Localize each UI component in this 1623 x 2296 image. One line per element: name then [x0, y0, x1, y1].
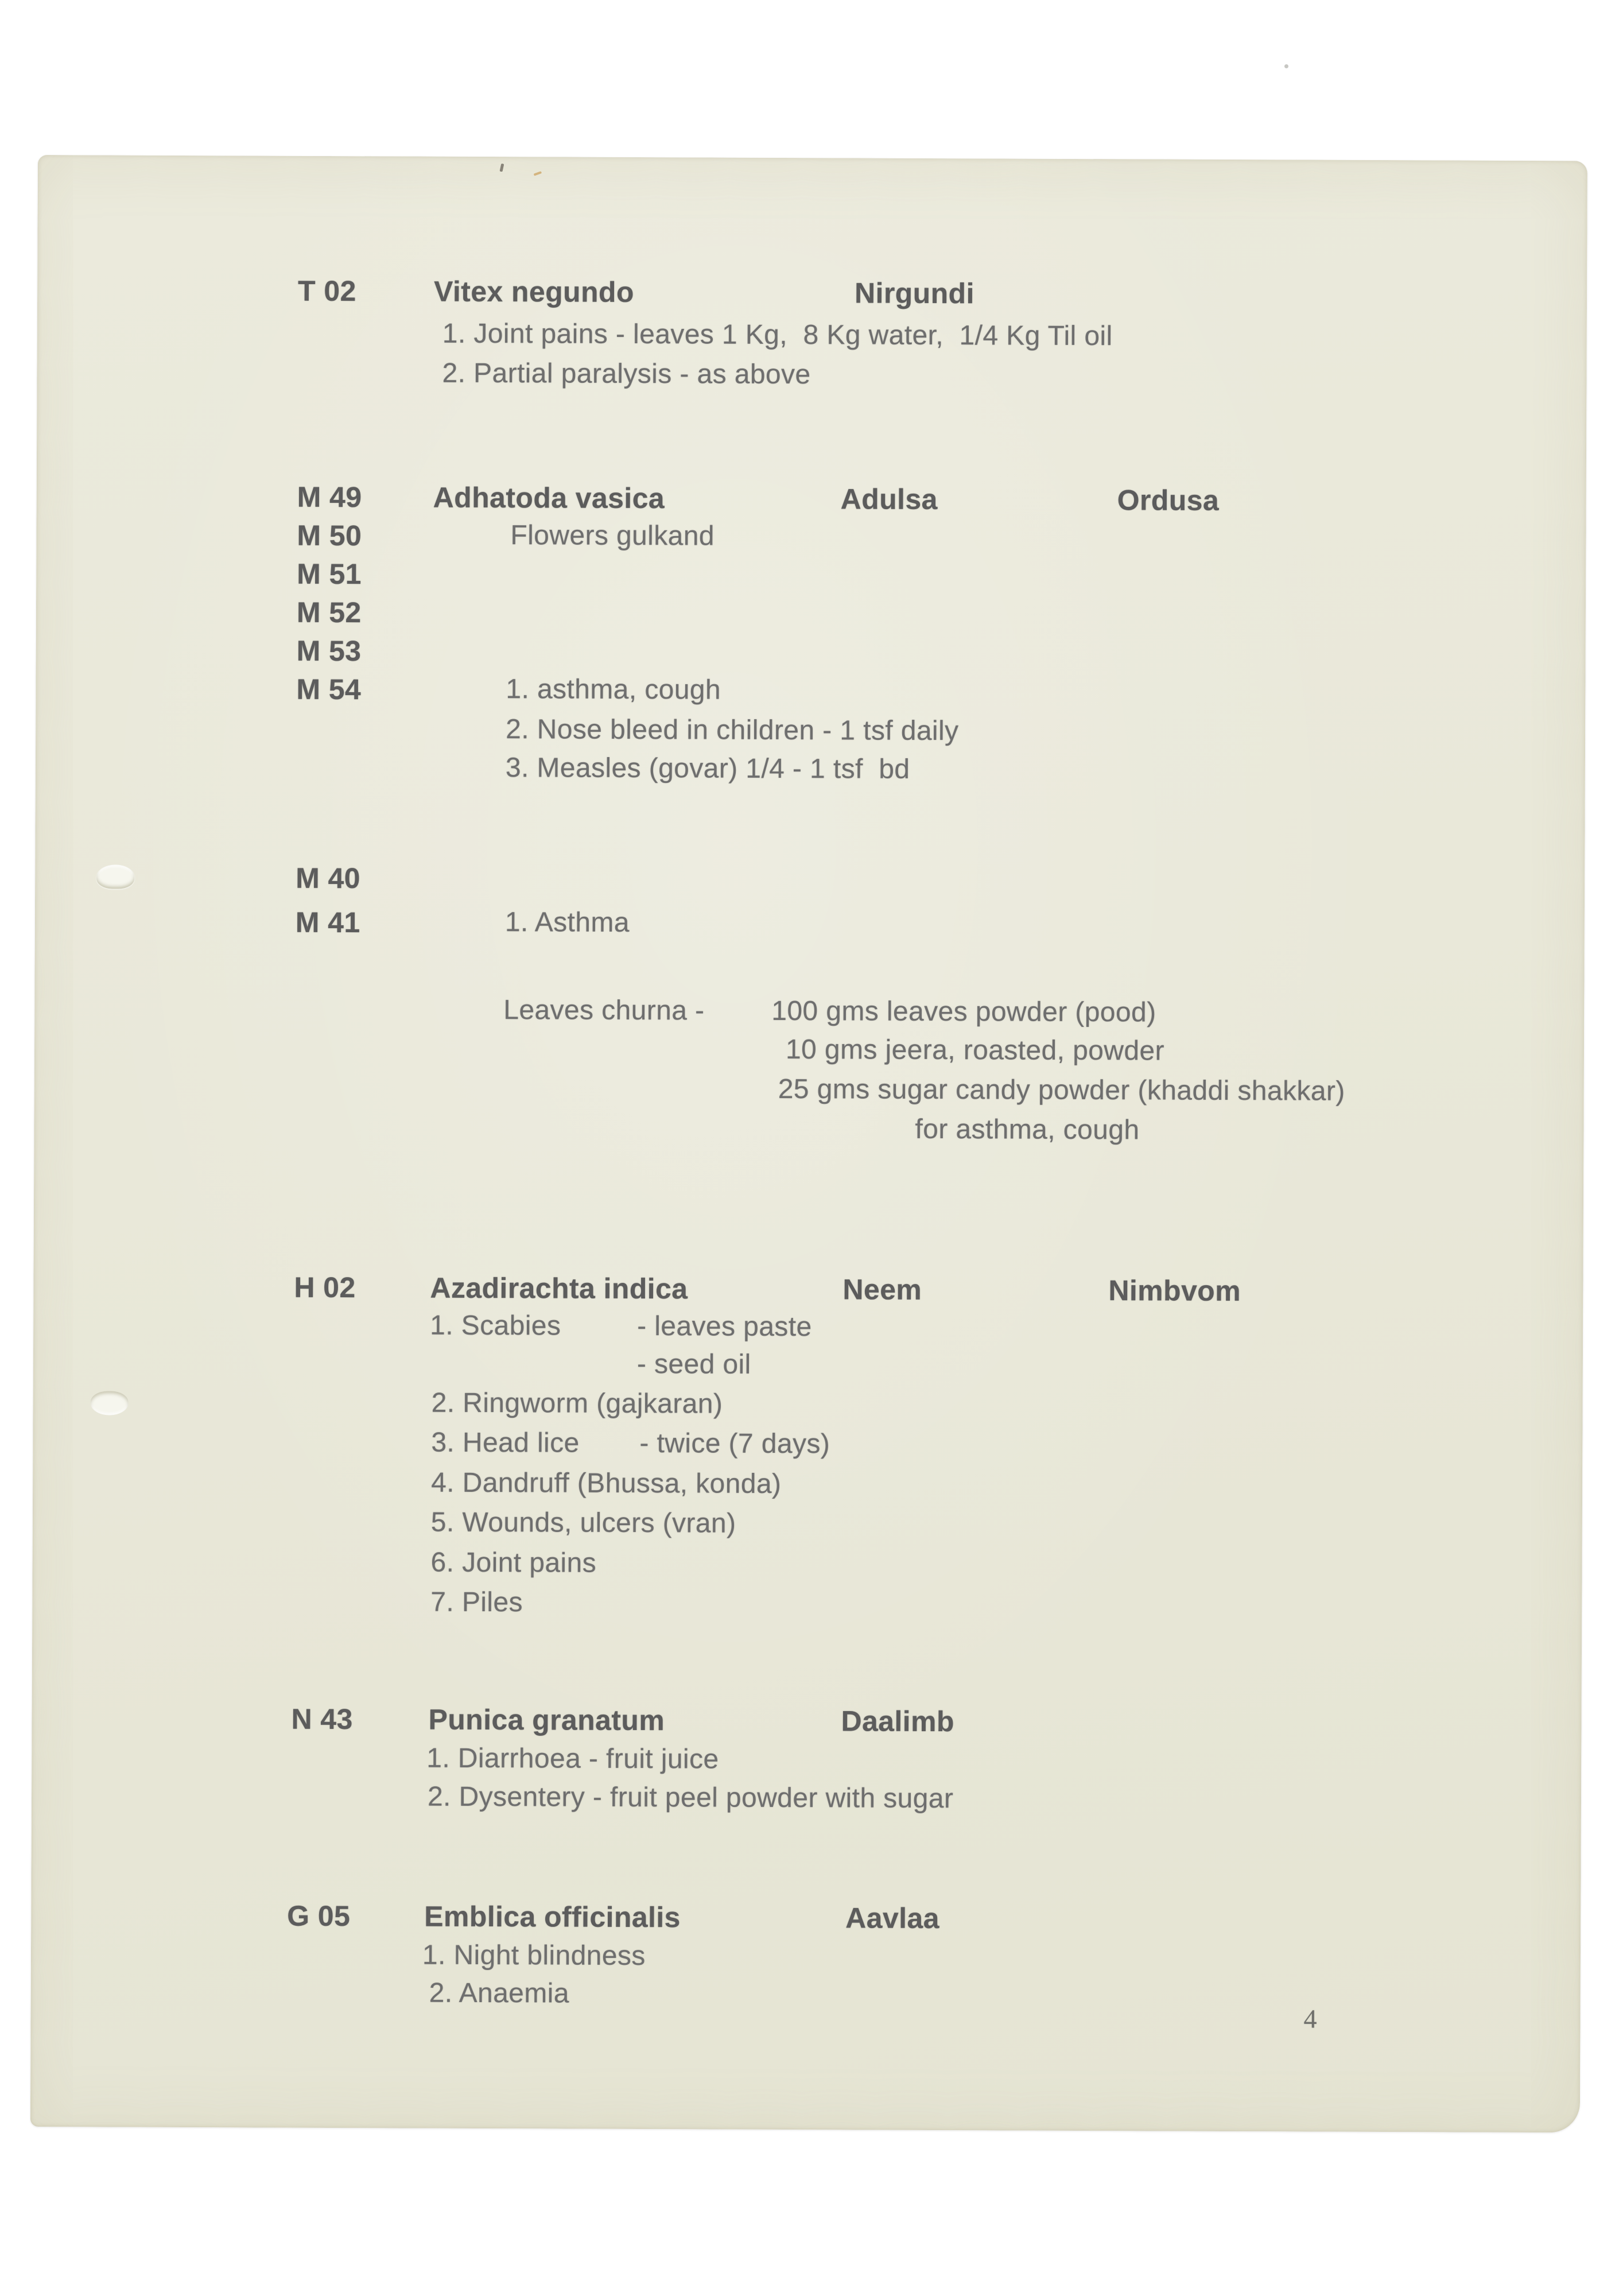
recipe-line: 10 gms jeera, roasted, powder [785, 1034, 1165, 1066]
scan-speck-fiber [534, 171, 542, 176]
remedy-item: 1. Asthma [504, 907, 630, 938]
entry-id-t02: T 02 [297, 274, 356, 308]
remedy-item: 6. Joint pains [430, 1547, 597, 1578]
remedy-item: 2. Partial paralysis - as above [442, 358, 811, 390]
entry-note: Flowers gulkand [510, 520, 715, 552]
remedy-item: 2. Nose bleed in children - 1 tsf daily [506, 714, 959, 747]
remedy-item: 2. Ringworm (gajkaran) [431, 1387, 723, 1420]
entry-id-h02: H 02 [294, 1271, 356, 1304]
remedy-item: 2. Anaemia [429, 1977, 569, 2009]
remedy-detail: - seed oil [636, 1349, 751, 1380]
entry-id-m50: M 50 [297, 519, 362, 552]
entry-id-m54: M 54 [296, 673, 362, 706]
entry-id-m53: M 53 [296, 634, 362, 668]
common-name-h02-1: Neem [842, 1273, 922, 1306]
entry-id-m51: M 51 [297, 557, 362, 591]
common-name-m49-1: Adulsa [840, 483, 938, 516]
recipe-line: 25 gms sugar candy powder (khaddi shakkar) [778, 1073, 1345, 1107]
scan-speck-outside [1284, 64, 1288, 68]
remedy-item: 2. Dysentery - fruit peel powder with sugar [427, 1781, 954, 1814]
remedy-detail: - leaves paste [637, 1311, 812, 1343]
document-page [30, 155, 1587, 2132]
botanical-name-m49: Adhatoda vasica [433, 481, 665, 515]
remedy-item: 1. Scabies [430, 1310, 561, 1341]
remedy-item: 3. Head lice [431, 1427, 580, 1459]
common-name-t02: Nirgundi [854, 277, 974, 310]
punch-hole-bottom [91, 1391, 129, 1415]
remedy-item: 1. Night blindness [422, 1940, 646, 1972]
remedy-item: 3. Measles (govar) 1/4 - 1 tsf bd [505, 753, 910, 785]
punch-hole-top [96, 864, 134, 889]
entry-id-m40: M 40 [296, 862, 361, 895]
remedy-item: 4. Dandruff (Bhussa, konda) [431, 1467, 782, 1499]
entry-id-m52: M 52 [296, 596, 362, 629]
remedy-item: 1. Joint pains - leaves 1 Kg, 8 Kg water, 1/4 Kg Til oil [442, 318, 1113, 352]
common-name-h02-2: Nimbvom [1108, 1274, 1241, 1308]
scan-speck-tick [499, 164, 504, 172]
entry-id-n43: N 43 [291, 1702, 353, 1736]
entry-id-m41: M 41 [295, 906, 360, 939]
remedy-item: 7. Piles [430, 1587, 523, 1618]
remedy-item: 1. asthma, cough [506, 674, 721, 705]
botanical-name-h02: Azadirachta indica [430, 1271, 688, 1305]
recipe-line: for asthma, cough [915, 1114, 1140, 1146]
page-number: 4 [1303, 2004, 1317, 2034]
entry-id-g05: G 05 [287, 1899, 351, 1933]
churna-label: Leaves churna - [503, 995, 705, 1026]
botanical-name-t02: Vitex negundo [433, 275, 634, 308]
entry-id-m49: M 49 [297, 480, 362, 514]
remedy-item: 1. Diarrhoea - fruit juice [426, 1743, 719, 1775]
common-name-n43: Daalimb [841, 1705, 954, 1738]
common-name-g05: Aavlaa [845, 1902, 939, 1935]
remedy-detail: - twice (7 days) [639, 1428, 830, 1460]
botanical-name-n43: Punica granatum [428, 1703, 665, 1737]
botanical-name-g05: Emblica officinalis [424, 1900, 681, 1934]
remedy-item: 5. Wounds, ulcers (vran) [430, 1507, 736, 1539]
recipe-line: 100 gms leaves powder (pood) [771, 995, 1156, 1028]
common-name-m49-2: Ordusa [1117, 484, 1220, 517]
